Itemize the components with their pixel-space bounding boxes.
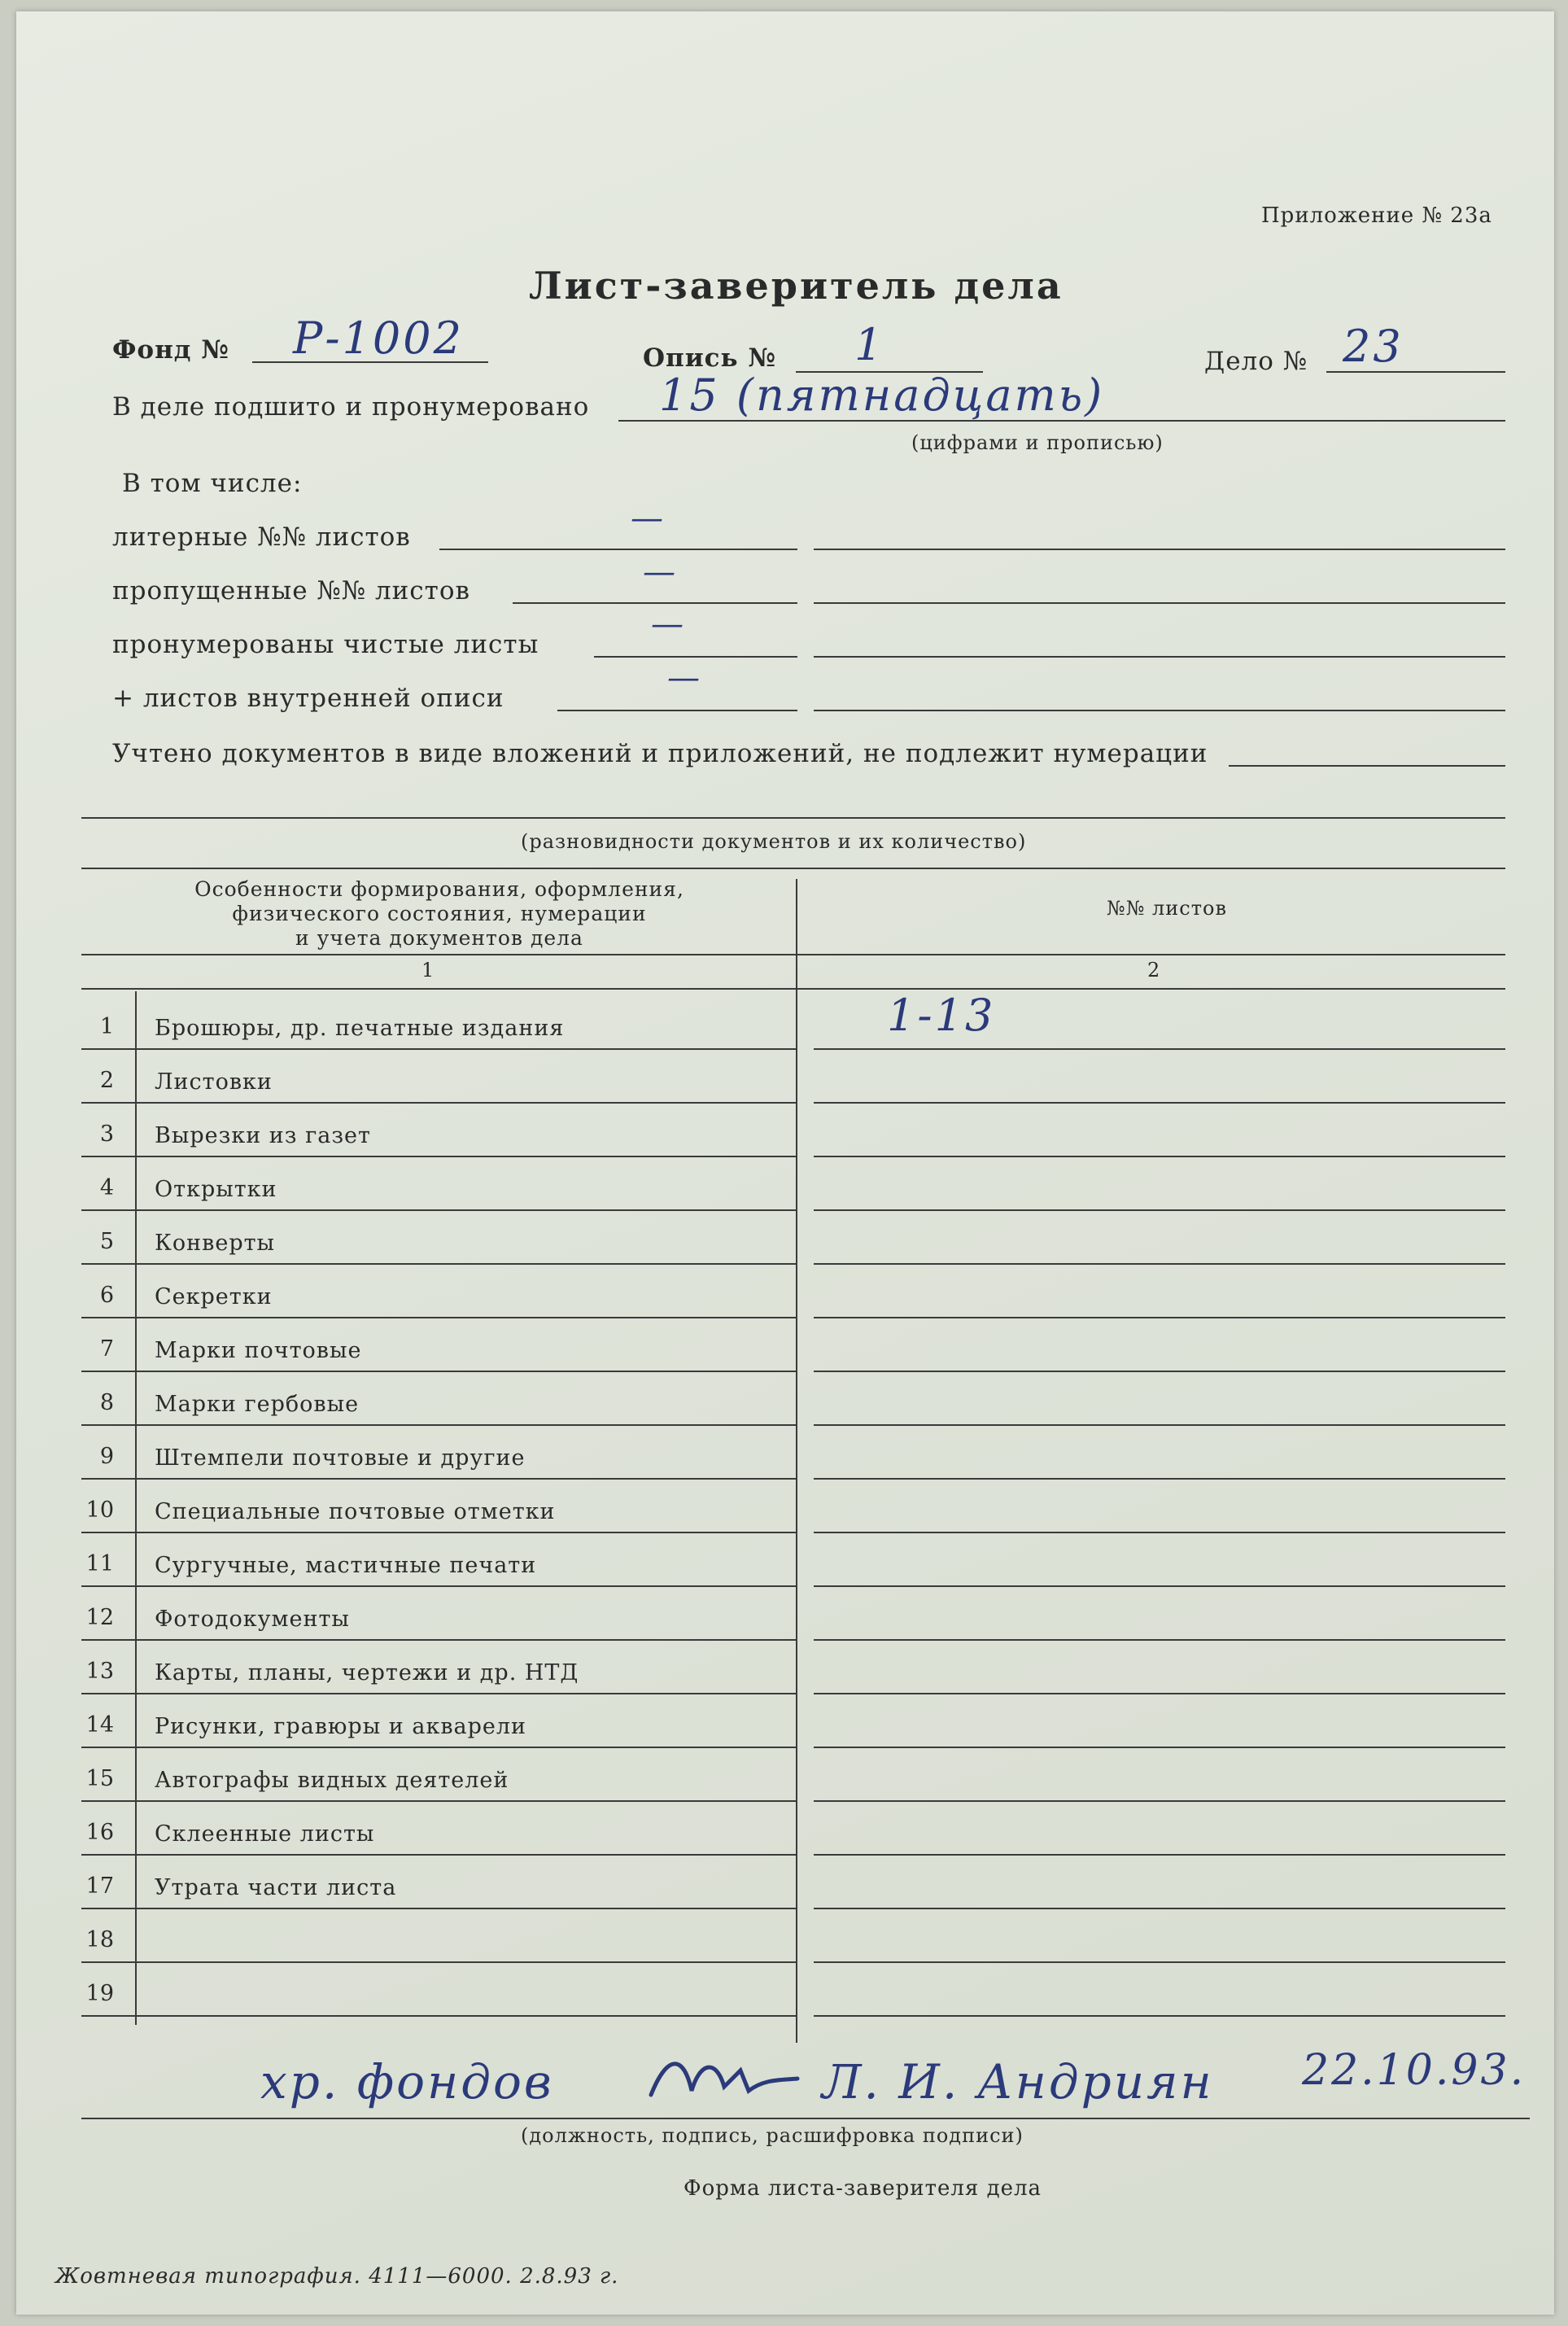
row-number: 12 bbox=[85, 1605, 114, 1630]
row-label: Сургучные, мастичные печати bbox=[155, 1553, 537, 1578]
document-title: Лист-заверитель дела bbox=[529, 264, 1064, 308]
table-row bbox=[16, 1543, 1554, 1597]
inner-value: — bbox=[667, 659, 702, 697]
row-label: Листовки bbox=[155, 1069, 273, 1095]
attachments-label: Учтено документов в виде вложений и приложений, не подлежит нумерации bbox=[112, 739, 1208, 768]
row-number: 4 bbox=[99, 1175, 114, 1200]
fond-label: Фонд № bbox=[112, 335, 229, 365]
table-row bbox=[16, 1919, 1554, 1973]
row-number: 19 bbox=[85, 1981, 114, 2006]
row-label: Марки гербовые bbox=[155, 1392, 360, 1417]
row-number: 11 bbox=[85, 1551, 114, 1576]
form-name: Форма листа-заверителя дела bbox=[684, 2176, 1042, 2201]
table-row bbox=[16, 1758, 1554, 1812]
row-value: 1-13 bbox=[887, 990, 996, 1041]
delo-label: Дело № bbox=[1204, 347, 1308, 376]
table-row bbox=[16, 1382, 1554, 1436]
col1-header-line-1: Особенности формирования, оформления, bbox=[194, 877, 684, 901]
table-row bbox=[16, 1060, 1554, 1113]
sewn-hint: (цифрами и прописью) bbox=[911, 431, 1164, 454]
row-number: 8 bbox=[99, 1390, 114, 1415]
row-number: 13 bbox=[85, 1659, 114, 1684]
table-row bbox=[16, 1865, 1554, 1919]
col1-header-line-3: и учета документов дела bbox=[295, 926, 583, 950]
fond-value: Р-1002 bbox=[293, 313, 465, 364]
col1-number: 1 bbox=[421, 959, 435, 982]
table-row bbox=[16, 1436, 1554, 1489]
document-sheet bbox=[16, 11, 1554, 2315]
row-label: Брошюры, др. печатные издания bbox=[155, 1016, 565, 1041]
row-label: Специальные почтовые отметки bbox=[155, 1499, 556, 1524]
row-label: Фотодокументы bbox=[155, 1607, 350, 1632]
row-number: 14 bbox=[85, 1712, 114, 1738]
including-label: В том числе: bbox=[122, 469, 303, 498]
table-row bbox=[16, 1328, 1554, 1382]
row-label: Склеенные листы bbox=[155, 1821, 375, 1847]
blank-value: — bbox=[651, 606, 686, 643]
col1-header bbox=[179, 877, 700, 951]
row-number: 18 bbox=[85, 1927, 114, 1952]
table-row bbox=[16, 1973, 1554, 2027]
signature-name: Л. И. Андриян bbox=[822, 2054, 1214, 2110]
row-number: 3 bbox=[99, 1121, 114, 1147]
table-row bbox=[16, 1113, 1554, 1167]
row-label: Автографы видных деятелей bbox=[155, 1768, 509, 1793]
col2-header: №№ листов bbox=[1107, 897, 1227, 920]
table-row bbox=[16, 1274, 1554, 1328]
handwritten-signature bbox=[643, 2046, 806, 2111]
table-row bbox=[16, 1221, 1554, 1274]
table-row bbox=[16, 1167, 1554, 1221]
table-row bbox=[16, 1489, 1554, 1543]
liter-label: литерные №№ листов bbox=[112, 522, 411, 552]
table-row bbox=[16, 1597, 1554, 1650]
signature-date: 22.10.93. bbox=[1302, 2046, 1527, 2095]
blank-label: пронумерованы чистые листы bbox=[112, 630, 539, 659]
opis-label: Опись № bbox=[643, 343, 777, 373]
row-label: Утрата части листа bbox=[155, 1875, 397, 1900]
row-label: Штемпели почтовые и другие bbox=[155, 1445, 526, 1471]
row-label: Вырезки из газет bbox=[155, 1123, 371, 1148]
row-number: 2 bbox=[99, 1068, 114, 1093]
liter-value: — bbox=[631, 500, 666, 537]
missed-label: пропущенные №№ листов bbox=[112, 576, 470, 606]
printer-imprint: Жовтневая типография. 4111—6000. 2.8.93 г. bbox=[55, 2264, 619, 2289]
delo-value: 23 bbox=[1343, 321, 1404, 372]
sewn-label: В деле подшито и пронумеровано bbox=[112, 392, 590, 422]
table-row bbox=[16, 1812, 1554, 1865]
row-number: 10 bbox=[85, 1497, 114, 1523]
row-number: 17 bbox=[85, 1873, 114, 1899]
row-label: Секретки bbox=[155, 1284, 273, 1309]
table-row bbox=[16, 990, 1554, 1060]
inner-label: + листов внутренней описи bbox=[112, 684, 504, 713]
row-label: Конверты bbox=[155, 1231, 276, 1256]
table-row bbox=[16, 1650, 1554, 1704]
row-number: 5 bbox=[99, 1229, 114, 1254]
appendix-number: Приложение № 23а bbox=[1261, 203, 1492, 228]
missed-value: — bbox=[643, 553, 678, 591]
opis-value: 1 bbox=[854, 319, 885, 370]
row-label: Рисунки, гравюры и акварели bbox=[155, 1714, 527, 1739]
row-label: Марки почтовые bbox=[155, 1338, 362, 1363]
col2-number: 2 bbox=[1147, 959, 1161, 982]
row-number: 7 bbox=[99, 1336, 114, 1362]
row-number: 1 bbox=[99, 1014, 114, 1039]
row-number: 9 bbox=[99, 1444, 114, 1469]
row-number: 15 bbox=[85, 1766, 114, 1791]
row-label: Карты, планы, чертежи и др. НТД bbox=[155, 1660, 579, 1685]
row-label: Открытки bbox=[155, 1177, 277, 1202]
signature-hint: (должность, подпись, расшифровка подписи) bbox=[521, 2124, 1024, 2147]
row-number: 6 bbox=[99, 1283, 114, 1308]
signature-mark bbox=[643, 2046, 806, 2114]
col1-header-line-2: физического состояния, нумерации bbox=[232, 902, 647, 925]
row-number: 16 bbox=[85, 1820, 114, 1845]
signature-position: хр. фондов bbox=[260, 2054, 554, 2110]
sewn-value: 15 (пятнадцать) bbox=[659, 369, 1105, 421]
attachments-hint: (разновидности документов и их количество) bbox=[521, 830, 1027, 853]
table-row bbox=[16, 1704, 1554, 1758]
